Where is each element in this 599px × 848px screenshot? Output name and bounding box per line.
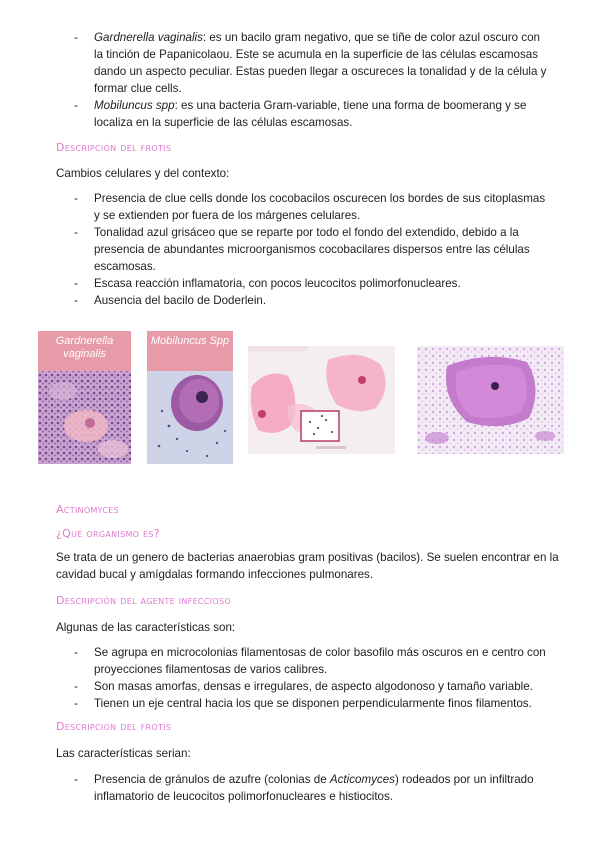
item-text: Presencia de gránulos de azufre (colonias de <box>94 773 330 786</box>
list-item: - Escasa reacción inflamatoria, con pocos leucocitos polimorfonucleares. <box>56 275 549 292</box>
section-heading: Descripción del frotis <box>56 720 172 733</box>
micrograph-gardnerella <box>38 331 131 464</box>
image-label: Gardnerella vaginalis <box>55 335 114 360</box>
list-item: - Tienen un eje central hacia los que se disponen perpendicularmente finos filamentos. <box>56 695 549 712</box>
list-item: - Son masas amorfas, densas e irregulares, de aspecto algodonoso y tamaño variable. <box>56 678 549 695</box>
section-heading: Descripción del agente infeccioso <box>56 594 231 607</box>
micrograph-clue-cells-image <box>248 346 395 454</box>
list-item: - Tonalidad azul grisáceo que se reparte por todo el fondo del extendido, debido a la presencia de abundantes microorganismos cocobacilares dispersos entre las células escamosas. <box>56 224 549 275</box>
list-item: - Mobiluncus spp: es una bacteria Gram-variable, tiene una forma de boomerang y se localiza en la superficie de las células escamosas. <box>74 99 527 129</box>
list-item: - Presencia de gránulos de azufre (colonias de Acticomyces) rodeados por un infiltrado inflamatorio de leucocitos polimorfonucleares e histiocitos. <box>74 773 534 803</box>
item-text: : es una bacteria Gram-variable, tiene una forma de boomerang y se localiza en la superficie de las células escamosas. <box>94 99 527 129</box>
item-text: Ausencia del bacilo de Doderlein. <box>94 294 267 307</box>
term: Acticomyces <box>329 773 395 786</box>
paragraph: Las características serian: <box>56 747 191 760</box>
item-text: Son masas amorfas, densas e irregulares, de aspecto algodonoso y tamaño variable. <box>94 680 533 693</box>
paragraph: Se trata de un genero de bacterias anaerobias gram positivas (bacilos). Se suelen encontrar en la cavidad bucal y amígdalas formando infecciones pulmonares. <box>56 551 559 581</box>
item-text: Presencia de clue cells donde los cocobacilos oscurecen los bordes de sus citoplasmas y se extienden por fuera de los márgenes celulares. <box>94 192 546 222</box>
image-label: Mobiluncus Spp <box>150 335 230 347</box>
section-title: Actinomyces <box>56 503 120 516</box>
item-text: : es un bacilo gram negativo, que se tiñe de color azul oscuro con la tinción de Papanicolaou. Este se acumula en la superficie de las células escamosas dando un aspecto peculiar. Estas pueden llegar a oscureces la tonalidad y de la célula y formar clue cells. <box>94 31 547 95</box>
term: Mobiluncus spp <box>94 99 175 112</box>
item-text: ) rodeados por un infiltrado inflamatorio de leucocitos polimorfonucleares e histiocitos. <box>94 773 534 803</box>
micrograph-clue-cell-detail <box>417 346 564 454</box>
term: Gardnerella vaginalis <box>94 31 203 44</box>
item-text: Se agrupa en microcolonias filamentosas de color basofilo más oscuros en e centro con proyecciones filamentosas de varios calibres. <box>94 646 546 676</box>
micrograph-clue-cell-detail-image <box>417 346 564 454</box>
item-text: Escasa reacción inflamatoria, con pocos leucocitos polimorfonucleares. <box>94 277 461 290</box>
list-item: - Ausencia del bacilo de Doderlein. <box>56 292 549 309</box>
item-text: Tienen un eje central hacia los que se disponen perpendicularmente finos filamentos. <box>94 697 532 710</box>
paragraph: Algunas de las características son: <box>56 621 236 634</box>
micrograph-mobiluncus-image <box>147 331 233 464</box>
section-heading: Descripción del frotis <box>56 141 172 154</box>
list-item: - Gardnerella vaginalis: es un bacilo gram negativo, que se tiñe de color azul oscuro con la tinción de Papanicolaou. Este se acumula en la superficie de las células escamosas dando un aspecto peculiar. Estas pueden llegar a oscureces la tonalidad y de la célula y formar clue cells. <box>74 31 547 95</box>
item-text: Tonalidad azul grisáceo que se reparte por todo el fondo del extendido, debido a la presencia de abundantes microorganismos cocobacilares dispersos entre las células escamosas. <box>94 226 530 273</box>
list-item: - Presencia de clue cells donde los cocobacilos oscurecen los bordes de sus citoplasmas y se extienden por fuera de los márgenes celulares. <box>56 190 549 224</box>
micrograph-mobiluncus <box>147 331 233 464</box>
micrograph-clue-cells <box>248 346 395 454</box>
section-heading: ¿Qué organismo es? <box>56 527 160 540</box>
list-item: - Se agrupa en microcolonias filamentosas de color basofilo más oscuros en e centro con proyecciones filamentosas de varios calibres. <box>56 644 549 678</box>
paragraph: Cambios celulares y del contexto: <box>56 167 230 180</box>
